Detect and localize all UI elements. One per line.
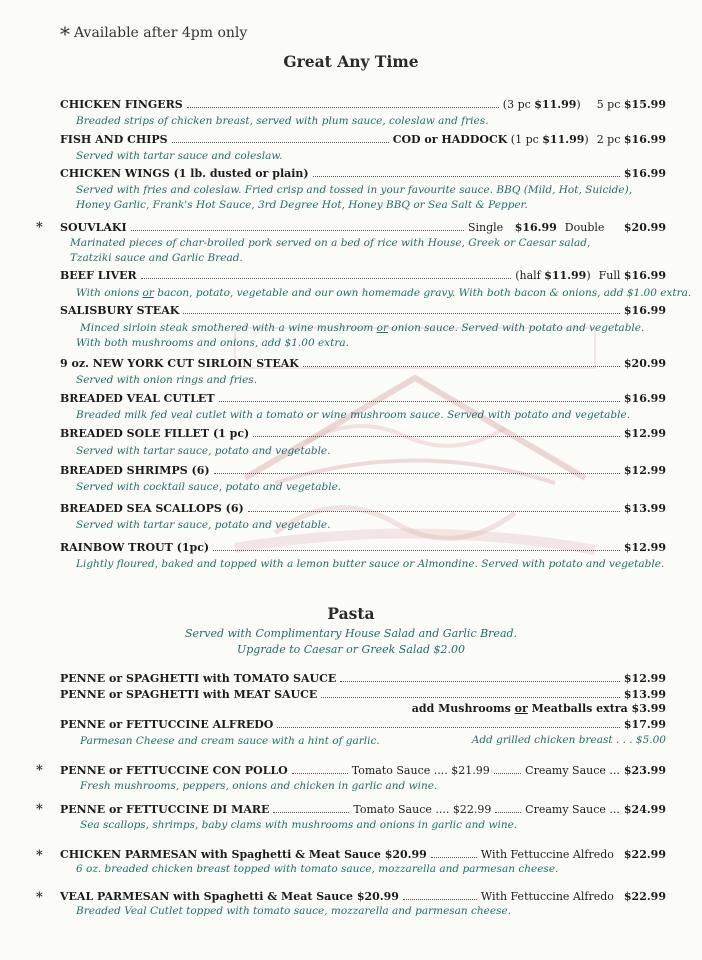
item-name: PENNE or FETTUCCINE CON POLLO — [60, 764, 288, 777]
item-veal-parmesan — [60, 888, 666, 903]
item-price: (3 pc $11.99) 5 pc $15.99 — [502, 98, 666, 111]
item-price: $12.99 — [623, 541, 666, 554]
item-price: $12.99 — [623, 672, 666, 685]
item-name: BREADED SEA SCALLOPS (6) — [60, 502, 244, 515]
item-name: SALISBURY STEAK — [60, 304, 180, 317]
item-description: Served with tartar sauce and coleslaw. — [76, 150, 283, 162]
item-price: $16.99 — [623, 304, 666, 317]
item-price: $23.99 — [623, 764, 666, 777]
item-description: 6 oz. breaded chicken breast topped with tomato sauce, mozzarella and parmesan cheese. — [76, 863, 559, 875]
item-name: BREADED SOLE FILLET (1 pc) — [60, 427, 250, 440]
item-name: 9 oz. NEW YORK CUT SIRLOIN STEAK — [60, 357, 299, 370]
item-description: With onions or bacon, potato, vegetable and our own homemade gravy. With both bacon & onions, add $1.00 extra. — [76, 287, 692, 299]
item-souvlaki — [60, 219, 666, 234]
item-price: $16.99 — [623, 167, 666, 180]
dot-leader — [277, 727, 620, 728]
dot-leader — [172, 142, 389, 143]
item-description: Lightly floured, baked and topped with a lemon butter sauce or Almondine. Served with potato and vegetable. — [76, 558, 665, 570]
item-price: $24.99 — [623, 803, 666, 816]
item-name: CHICKEN PARMESAN with Spaghetti & Meat Sauce $20.99 — [60, 848, 427, 861]
item-name: PENNE or FETTUCCINE ALFREDO — [60, 718, 274, 731]
after-4pm-star: * — [36, 802, 43, 817]
item-description: Marinated pieces of char-broiled pork served on a bed of rice with House, Greek or Caesar salad, — [70, 237, 591, 249]
item-description: Served with tartar sauce, potato and vegetable. — [76, 445, 331, 457]
item-pasta-alfredo — [60, 716, 666, 731]
item-chicken-fingers — [60, 96, 666, 111]
dot-leader — [141, 278, 512, 279]
item-name: SOUVLAKI — [60, 221, 127, 234]
dot-leader — [340, 681, 620, 682]
item-beef-liver — [60, 267, 666, 282]
alt-option: With Fettuccine Alfredo — [480, 848, 614, 861]
section-title-great: Great Any Time — [283, 52, 419, 71]
item-fish-and-chips — [60, 131, 666, 146]
item-rainbow-trout — [60, 539, 666, 554]
dot-leader — [303, 366, 620, 367]
dot-leader — [313, 176, 620, 177]
item-name: PENNE or FETTUCCINE DI MARE — [60, 803, 270, 816]
item-pasta-tomato — [60, 670, 666, 685]
dot-leader — [495, 812, 521, 813]
item-name: VEAL PARMESAN with Spaghetti & Meat Sauce $20.99 — [60, 890, 399, 903]
after-4pm-star: * — [36, 890, 43, 905]
dot-leader — [214, 473, 620, 474]
item-description: Served with cocktail sauce, potato and vegetable. — [76, 481, 342, 493]
item-name: CHICKEN FINGERS — [60, 98, 183, 111]
item-price: $22.99 — [623, 848, 666, 861]
item-description: Breaded strips of chicken breast, served with plum sauce, coleslaw and fries. — [76, 115, 489, 127]
item-price: $16.99 — [623, 392, 666, 405]
item-description: Sea scallops, shrimps, baby clams with mushrooms and onions in garlic and wine. — [80, 819, 518, 831]
item-name: CHICKEN WINGS (1 lb. dusted or plain) — [60, 167, 309, 180]
item-description: Minced sirloin steak smothered with a wine mushroom or onion sauce. Served with potato and vegetable. — [80, 322, 645, 334]
item-chicken-wings — [60, 165, 666, 180]
tomato-sauce-price: Tomato Sauce .... $22.99 — [353, 803, 492, 816]
item-name: BREADED SHRIMPS (6) — [60, 464, 210, 477]
dot-leader — [292, 773, 348, 774]
pasta-subtitle-2: Upgrade to Caesar or Greek Salad $2.00 — [236, 643, 465, 656]
item-sea-scallops — [60, 500, 666, 515]
item-price: $13.99 — [623, 502, 666, 515]
item-description: Honey Garlic, Frank's Hot Sauce, 3rd Degree Hot, Honey BBQ or Sea Salt & Pepper. — [76, 199, 528, 211]
star-marker: * — [60, 22, 70, 46]
item-description: Breaded Veal Cutlet topped with tomato sauce, mozzarella and parmesan cheese. — [76, 905, 512, 917]
item-name: PENNE or SPAGHETTI with MEAT SAUCE — [60, 688, 318, 701]
creamy-sauce-label: Creamy Sauce ... — [525, 803, 620, 816]
dot-leader — [321, 697, 620, 698]
dot-leader — [187, 107, 499, 108]
item-description: Served with onion rings and fries. — [76, 374, 258, 386]
item-description: Fresh mushrooms, peppers, onions and chicken in garlic and wine. — [80, 780, 438, 792]
item-name: BREADED VEAL CUTLET — [60, 392, 215, 405]
item-description: Breaded milk fed veal cutlet with a tomato or wine mushroom sauce. Served with potato and vegetable. — [76, 409, 631, 421]
alt-option: With Fettuccine Alfredo — [480, 890, 614, 903]
item-name: PENNE or SPAGHETTI with TOMATO SAUCE — [60, 672, 337, 685]
item-price: $17.99 — [623, 718, 666, 731]
availability-note — [60, 22, 247, 46]
item-sole-fillet — [60, 425, 666, 440]
dot-leader — [403, 899, 477, 900]
item-price: $13.99 — [623, 688, 666, 701]
item-description: Tzatziki sauce and Garlic Bread. — [70, 252, 243, 264]
item-chicken-parmesan — [60, 846, 666, 861]
item-salisbury-steak — [60, 302, 666, 317]
item-price: $12.99 — [623, 464, 666, 477]
item-price: $12.99 — [623, 427, 666, 440]
pasta-subtitle-1: Served with Complimentary House Salad and Garlic Bread. — [184, 627, 518, 640]
item-veal-cutlet — [60, 390, 666, 405]
item-name: BEEF LIVER — [60, 269, 137, 282]
item-price: COD or HADDOCK (1 pc $11.99) 2 pc $16.99 — [392, 133, 666, 146]
item-description: Parmesan Cheese and cream sauce with a hint of garlic. — [80, 735, 380, 747]
section-title-pasta: Pasta — [327, 604, 375, 623]
item-price: (half $11.99) Full $16.99 — [515, 269, 666, 282]
item-price: $20.99 — [623, 357, 666, 370]
item-price: Single $16.99 Double $20.99 — [467, 221, 666, 234]
item-description: Served with tartar sauce, potato and vegetable. — [76, 519, 331, 531]
dot-leader — [213, 550, 620, 551]
extra-note: add Mushrooms or Meatballs extra $3.99 — [411, 702, 666, 715]
after-4pm-star: * — [36, 848, 43, 863]
dot-leader — [273, 812, 349, 813]
dot-leader — [253, 436, 620, 437]
item-pasta-meat — [60, 686, 666, 701]
item-addon: Add grilled chicken breast . . . $5.00 — [471, 734, 666, 746]
availability-text: Available after 4pm only — [74, 25, 248, 41]
item-pasta-con-pollo — [60, 762, 666, 777]
item-shrimps — [60, 462, 666, 477]
dot-leader — [248, 511, 620, 512]
creamy-sauce-label: Creamy Sauce ... — [525, 764, 620, 777]
dot-leader — [183, 313, 620, 314]
item-price: $22.99 — [623, 890, 666, 903]
dot-leader — [494, 773, 521, 774]
item-name: RAINBOW TROUT (1pc) — [60, 541, 210, 554]
dot-leader — [219, 401, 620, 402]
item-description: With both mushrooms and onions, add $1.00 extra. — [76, 337, 349, 349]
item-name: FISH AND CHIPS — [60, 133, 168, 146]
item-sirloin-steak — [60, 355, 666, 370]
tomato-sauce-price: Tomato Sauce .... $21.99 — [351, 764, 490, 777]
item-description: Served with fries and coleslaw. Fried crisp and tossed in your favourite sauce. BBQ (Mild, Hot, Suicide), — [76, 184, 633, 196]
after-4pm-star: * — [36, 763, 43, 778]
item-pasta-di-mare — [60, 801, 666, 816]
after-4pm-star: * — [36, 220, 43, 235]
dot-leader — [131, 230, 464, 231]
dot-leader — [431, 857, 477, 858]
